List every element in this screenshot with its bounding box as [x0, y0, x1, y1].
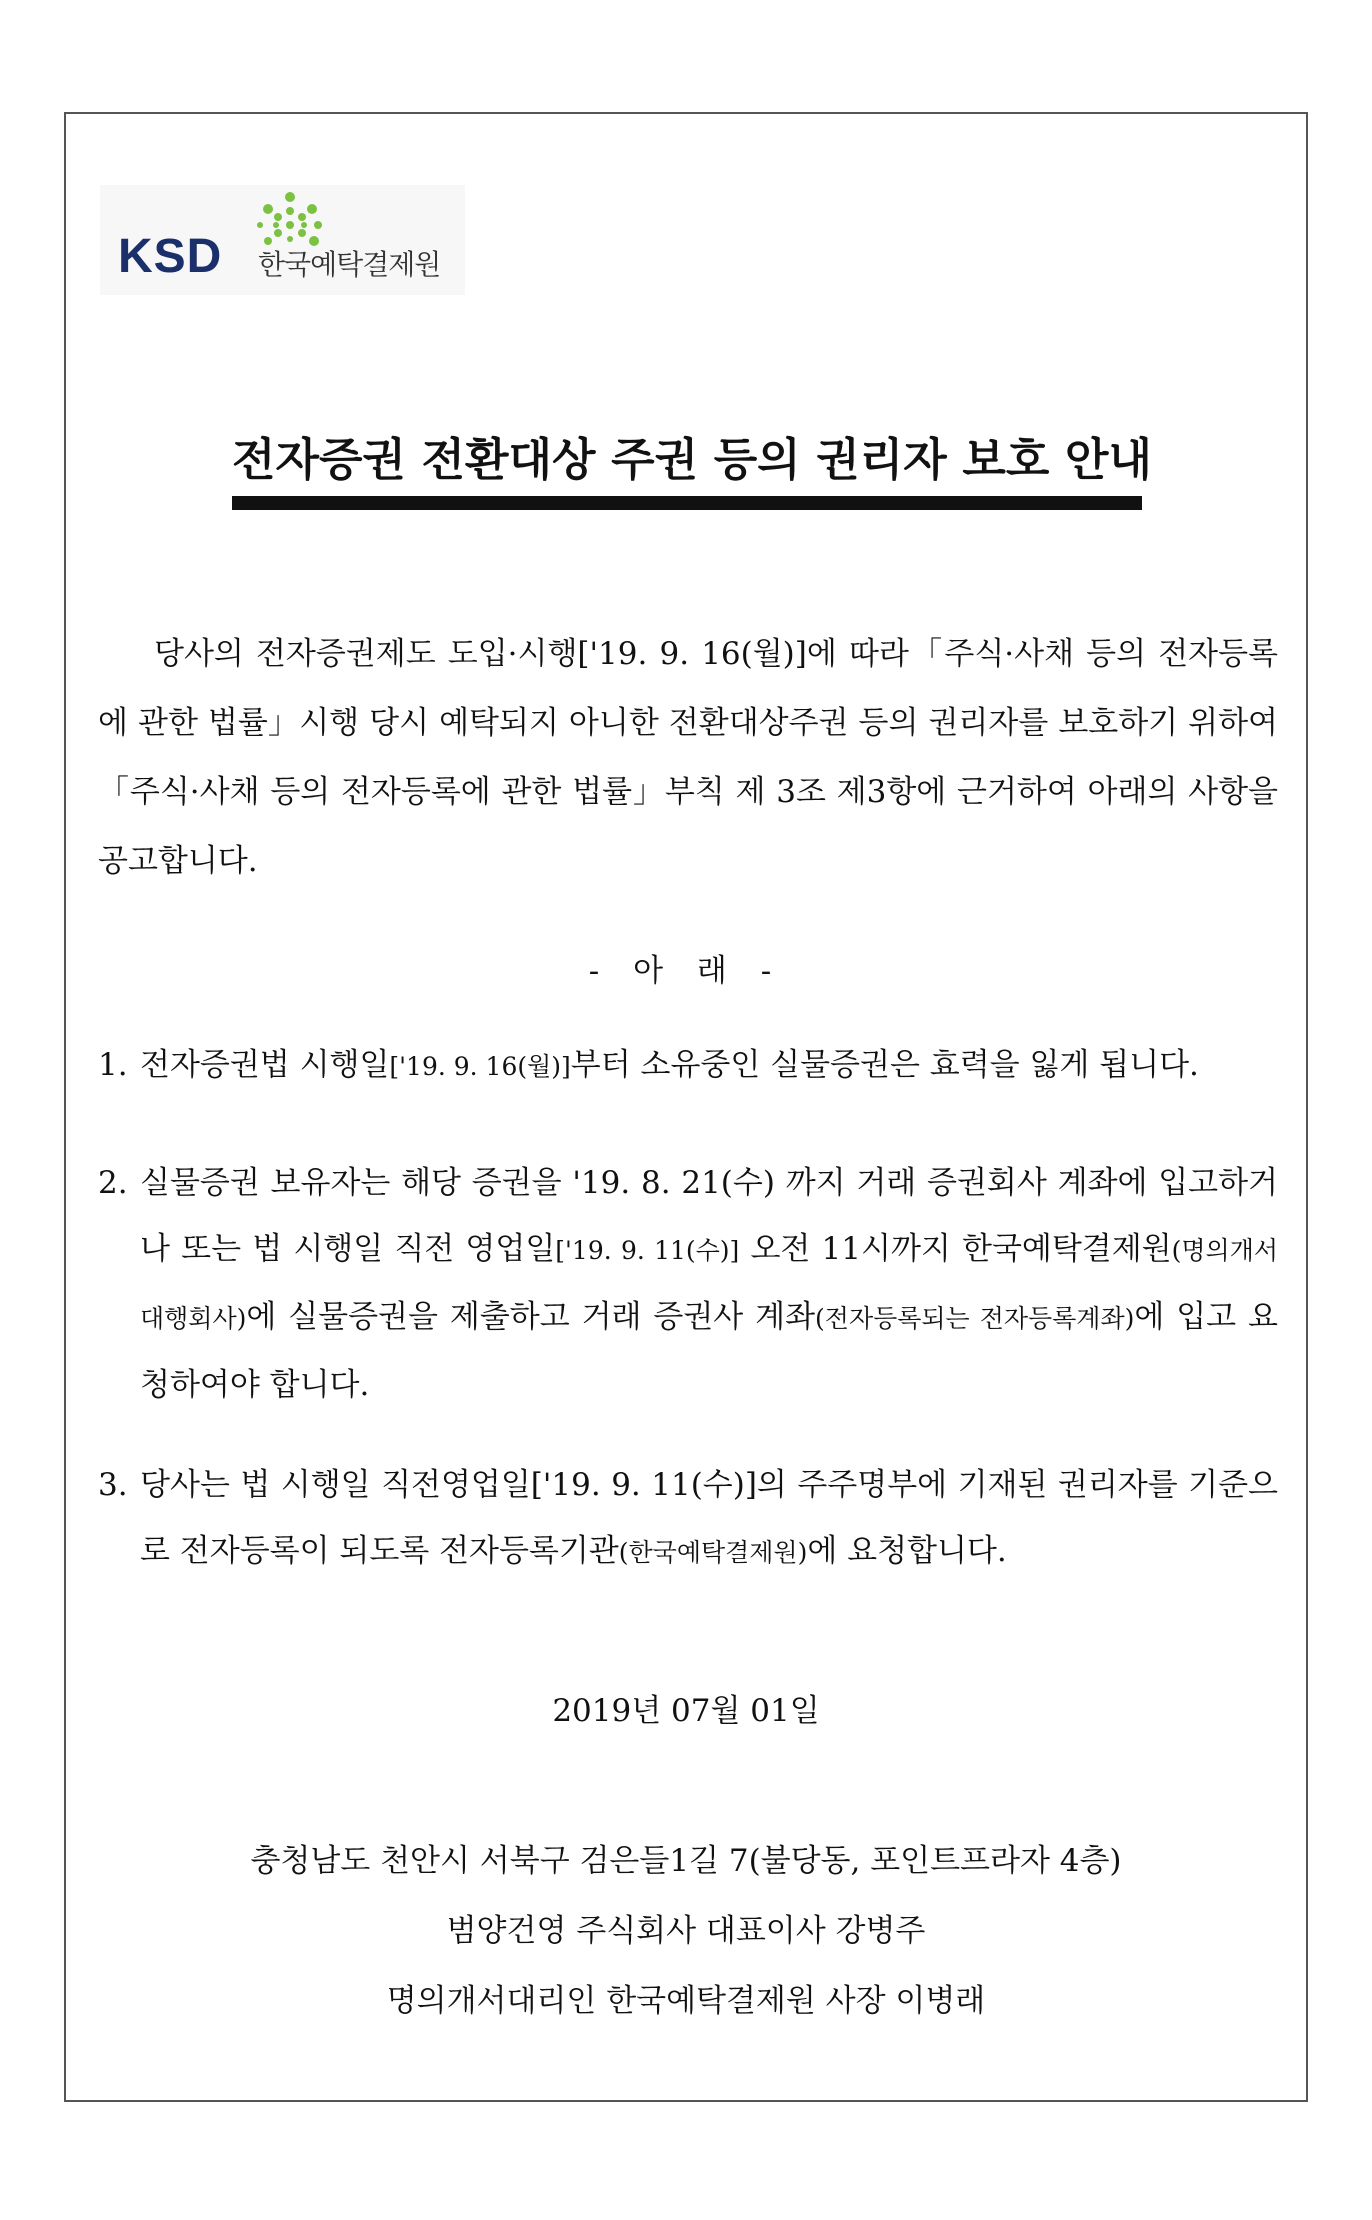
- item-text-small: (명의개서대행회사): [140, 1236, 1279, 1333]
- item-number: 2.: [98, 1165, 128, 1201]
- intro-text: 당사의 전자증권제도 도입·시행['19. 9. 16(월)]에 따라「주식·사채 등의 전자등록에 관한 법률」시행 당시 예탁되지 아니한 전환대상주권 등의 권리자를 보호하기 위하여「주식·사채 등의 전자등록에 관한 법률」부칙 제 3조 제3항에 근거하여 아래의 사항을 공고합니다.: [98, 636, 1278, 879]
- intro-paragraph: [98, 620, 1278, 896]
- item-number: 3.: [98, 1467, 128, 1503]
- title-underline: [232, 496, 1142, 510]
- item-text: 부터 소유중인 실물증권은 효력을 잃게 됩니다.: [570, 1047, 1199, 1083]
- item-text: 에 입고 요청하여야 합니다.: [140, 1299, 1278, 1403]
- item-text-small: ['19. 9. 16(월)]: [389, 1052, 571, 1081]
- company-representative: 범양건영 주식회사 대표이사 강병주: [446, 1913, 926, 1949]
- item-text: 에 요청합니다.: [807, 1533, 1007, 1569]
- item-text-small: (전자등록되는 전자등록계좌): [815, 1304, 1135, 1333]
- notice-date: 2019년 07월 01일: [552, 1693, 820, 1729]
- item-text: 당사는 법 시행일 직전영업일['19. 9. 11(수)]의 주주명부에 기재된 권리자를 기준으로 전자등록이 되도록 전자등록기관: [140, 1467, 1278, 1569]
- company-address: 충청남도 천안시 서북구 검은들1길 7(불당동, 포인트프라자 4층): [250, 1843, 1122, 1879]
- logo-wordmark: KSD: [118, 230, 223, 283]
- item-text: 실물증권 보유자는 해당 증권을 '19. 8. 21(수) 까지 거래 증권회사 계좌에 입고하거나 또는 법 시행일 직전 영업일: [140, 1165, 1278, 1267]
- ksd-logo: [100, 185, 465, 295]
- item-text: 전자증권법 시행일: [140, 1047, 390, 1083]
- page-title: 전자증권 전환대상 주권 등의 권리자 보호 안내: [232, 433, 1152, 486]
- item-text-small: ['19. 9. 11(수)]: [555, 1236, 740, 1265]
- logo-org-name: 한국예탁결제원: [258, 248, 441, 281]
- item-text: 에 실물증권을 제출하고 거래 증권사 계좌: [246, 1299, 816, 1335]
- list-item: [98, 1150, 1278, 1418]
- list-item: [98, 1452, 1278, 1586]
- list-item: [98, 1032, 1278, 1100]
- item-text: 오전 11시까지 한국예탁결제원: [739, 1231, 1172, 1267]
- document-border: [64, 112, 1308, 2102]
- transfer-agent: 명의개서대리인 한국예탁결제원 사장 이병래: [386, 1983, 986, 2019]
- item-text-small: (한국예탁결제원): [618, 1538, 808, 1567]
- section-heading: - 아 래 -: [588, 953, 784, 989]
- item-number: 1.: [98, 1047, 128, 1083]
